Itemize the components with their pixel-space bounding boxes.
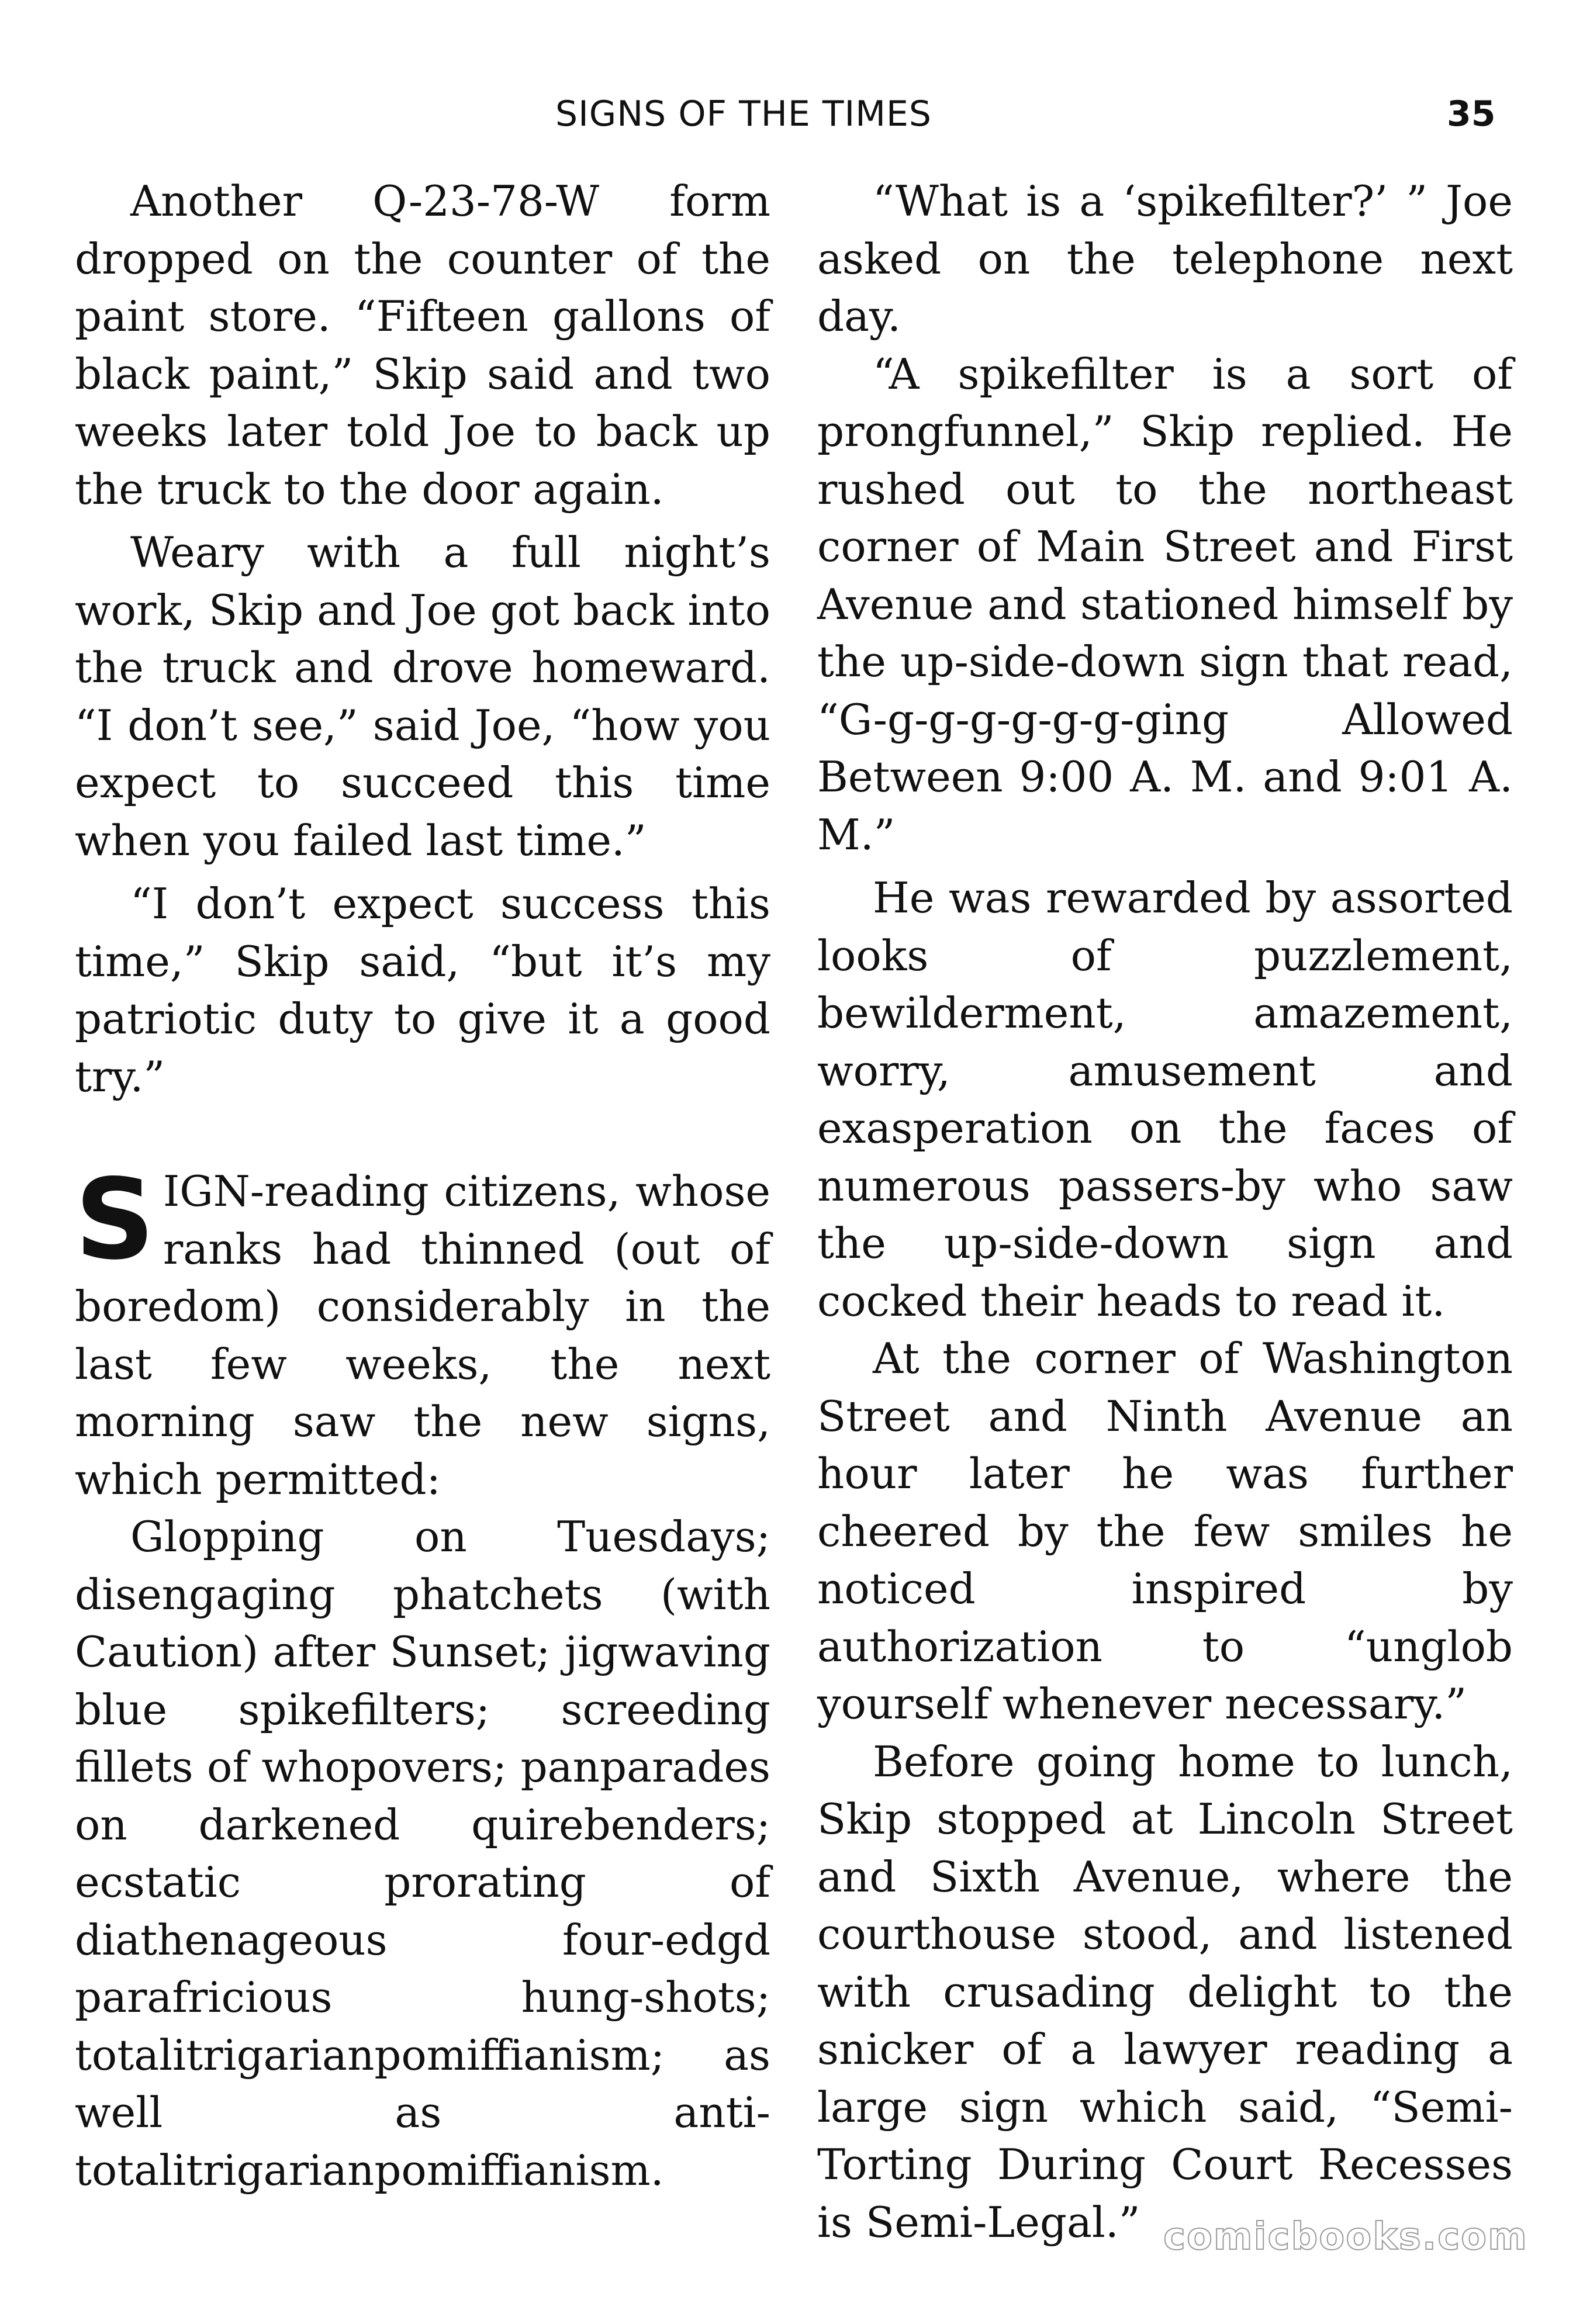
paragraph-text: IGN-reading citizens, whose ranks had thinned (out of boredom) considerably in the last few weeks, the next morning saw the new signs, which permitted:: [75, 1167, 770, 1504]
paragraph: Glopping on Tuesdays; disengaging phatchets (with Caution) after Sunset; jigwaving blue spikefilters; screeding fillets of whopovers; panparades on darkened quirebenders; ecstatic prorating of diathenageous four-edgd parafricious hung-shots; totalitrigarianpomiffianism; as well as anti-totalitrigarianpomiffianism.: [75, 1512, 770, 2195]
page-number: 35: [1447, 94, 1496, 134]
section-opening-paragraph: [75, 1155, 770, 1508]
paragraph: At the corner of Washington Street and Ninth Avenue an hour later he was further cheered by the few smiles he noticed inspired by authorization to “unglob yourself whenever necessary.”: [817, 1334, 1513, 1728]
paragraph: He was rewarded by assorted looks of puzzlement, bewilderment, amazement, worry, amusement and exasperation on the faces of numerous passers-by who saw the up-side-down sign and cocked their heads to read it.: [817, 873, 1513, 1326]
running-title: SIGNS OF THE TIMES: [555, 94, 932, 134]
drop-cap: S: [75, 1155, 155, 1284]
paragraph: Weary with a full night’s work, Skip and Joe got back into the truck and drove homeward. “I don’t see,” said Joe, “how you expect to succeed this time when you failed last time.”: [75, 528, 770, 865]
paragraph: Before going home to lunch, Skip stopped at Lincoln Street and Sixth Avenue, where the courthouse stood, and listened with crusading delight to the snicker of a lawyer reading a large sign which said, “Semi-Torting During Court Recesses is Semi-Legal.”: [817, 1737, 1513, 2247]
paragraph: “What is a ‘spikefilter?’ ” Joe asked on the telephone next day.: [817, 177, 1513, 341]
page-header: [0, 88, 1590, 140]
left-column: [75, 172, 770, 2199]
paragraph: Another Q-23-78-W form dropped on the counter of the paint store. “Fifteen gallons of black paint,” Skip said and two weeks later told Joe to back up the truck to the door again.: [75, 177, 770, 514]
paragraph: “A spikefilter is a sort of prongfunnel,” Skip replied. He rushed out to the northeast corner of Main Street and First Avenue and stationed himself by the up-side-down sign that read, “G-g-g-g-g-g-g-ging Allowed Between 9:00 A. M. and 9:01 A. M.”: [817, 349, 1513, 859]
right-column: [817, 172, 1513, 2251]
watermark: comicbooks.com: [1163, 2215, 1528, 2259]
paragraph: “I don’t expect success this time,” Skip said, “but it’s my patriotic duty to give it a good try.”: [75, 879, 770, 1101]
